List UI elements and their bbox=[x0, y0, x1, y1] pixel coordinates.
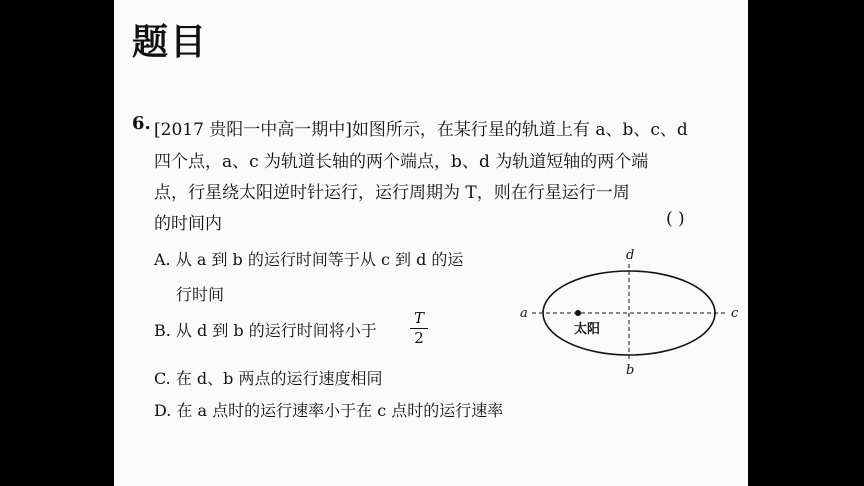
point-a-label: a bbox=[520, 306, 528, 321]
fraction-numerator: T bbox=[413, 309, 424, 327]
page-heading: 题目 bbox=[132, 22, 209, 63]
point-b-label: b bbox=[626, 363, 635, 378]
sun-dot bbox=[575, 310, 581, 316]
orbit-diagram bbox=[514, 240, 739, 380]
option-d: D. 在 a 点时的运行速率小于在 c 点时的运行速率 bbox=[154, 401, 504, 420]
point-c-label: c bbox=[731, 306, 739, 321]
fraction-t-over-2 bbox=[410, 310, 428, 347]
answer-parentheses: ( ) bbox=[666, 209, 685, 229]
question-sheet bbox=[114, 0, 748, 486]
option-b: B. 从 d 到 b 的运行时间将小于 bbox=[154, 321, 377, 340]
option-a-line-2: 行时间 bbox=[176, 285, 225, 304]
question-line-4: 的时间内 bbox=[154, 214, 222, 234]
question-line-1: [2017 贵阳一中高一期中]如图所示，在某行星的轨道上有 a、b、c、d bbox=[154, 120, 688, 140]
question-line-2: 四个点，a、c 为轨道长轴的两个端点，b、d 为轨道短轴的两个端 bbox=[154, 152, 649, 172]
option-c: C. 在 d、b 两点的运行速度相同 bbox=[154, 369, 383, 388]
point-d-label: d bbox=[626, 248, 635, 263]
option-a-line-1: A. 从 a 到 b 的运行时间等于从 c 到 d 的运 bbox=[154, 250, 464, 269]
question-line-3: 点，行星绕太阳逆时针运行，运行周期为 T，则在行星运行一周 bbox=[154, 183, 630, 203]
fraction-denominator: 2 bbox=[414, 329, 424, 347]
question-number: 6. bbox=[132, 113, 151, 134]
sun-label: 太阳 bbox=[574, 322, 601, 337]
